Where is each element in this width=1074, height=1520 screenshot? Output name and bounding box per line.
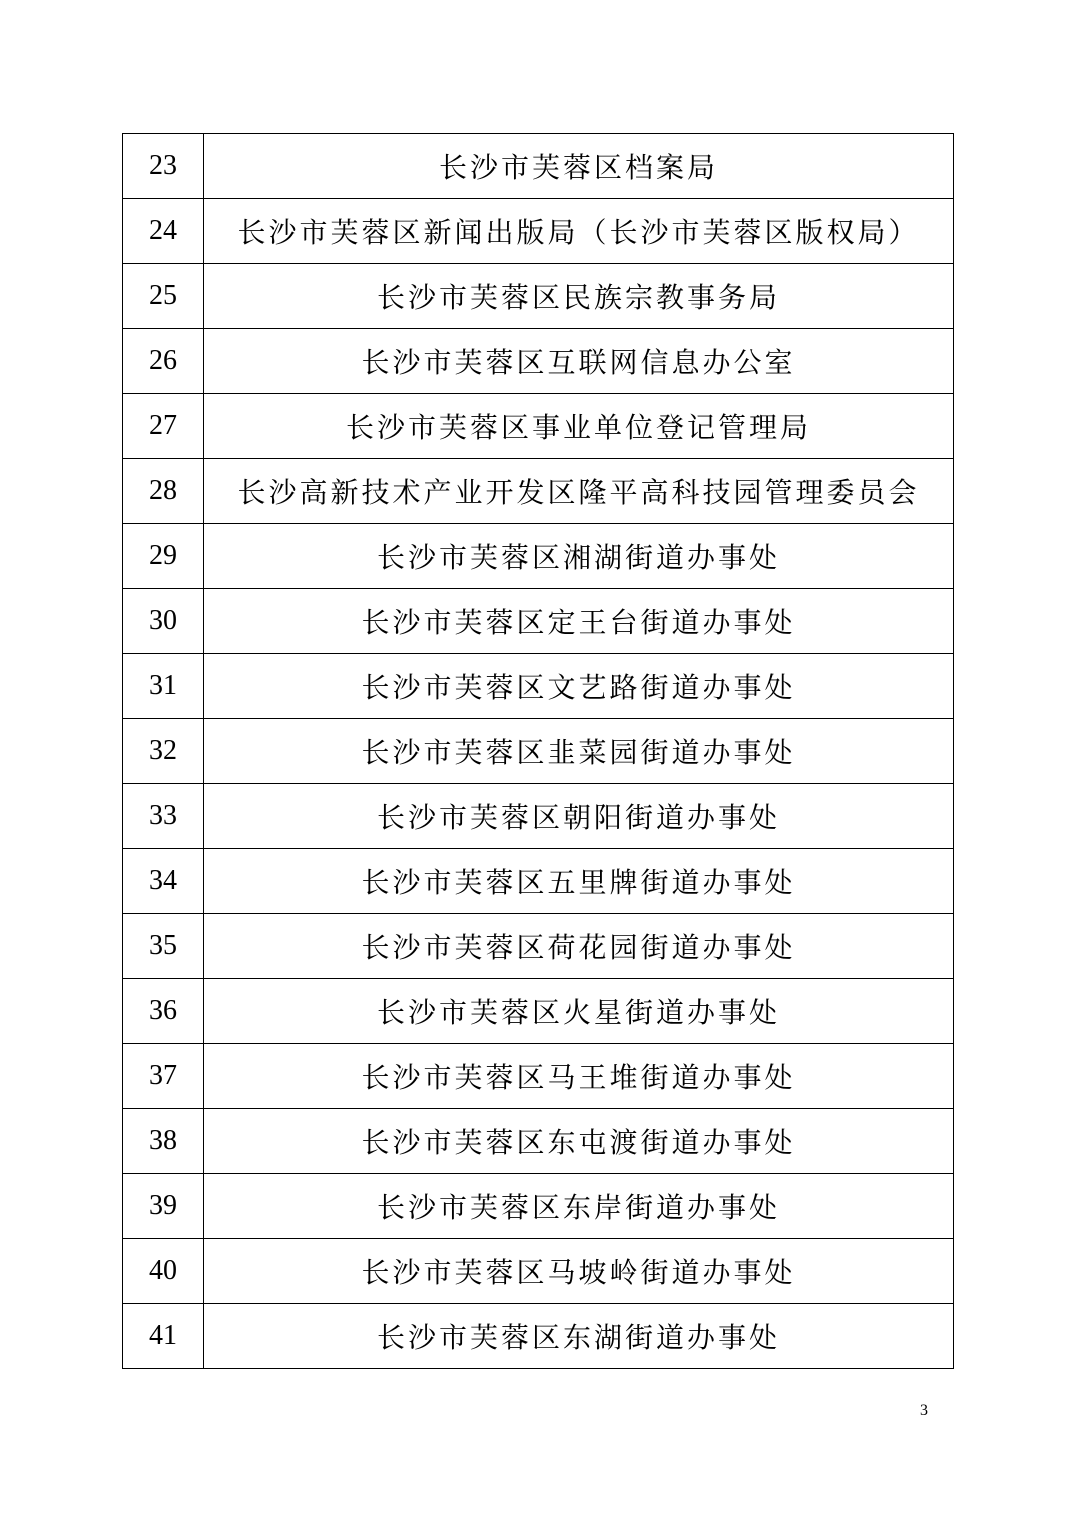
- row-number: 23: [123, 134, 204, 199]
- organization-name: 长沙市芙蓉区档案局: [204, 134, 954, 199]
- row-number: 33: [123, 784, 204, 849]
- row-number: 41: [123, 1304, 204, 1369]
- organization-name: 长沙市芙蓉区火星街道办事处: [204, 979, 954, 1044]
- table-row: [123, 524, 954, 589]
- organization-name: 长沙市芙蓉区五里牌街道办事处: [204, 849, 954, 914]
- row-number: 28: [123, 459, 204, 524]
- organization-name: 长沙市芙蓉区新闻出版局（长沙市芙蓉区版权局）: [204, 199, 954, 264]
- organization-name: 长沙市芙蓉区互联网信息办公室: [204, 329, 954, 394]
- organization-name: 长沙市芙蓉区韭菜园街道办事处: [204, 719, 954, 784]
- table-row: [123, 394, 954, 459]
- row-number: 26: [123, 329, 204, 394]
- table-row: [123, 1109, 954, 1174]
- organization-name: 长沙市芙蓉区文艺路街道办事处: [204, 654, 954, 719]
- table-row: [123, 1044, 954, 1109]
- row-number: 39: [123, 1174, 204, 1239]
- table-row: [123, 459, 954, 524]
- row-number: 29: [123, 524, 204, 589]
- table-row: [123, 199, 954, 264]
- organization-name: 长沙高新技术产业开发区隆平高科技园管理委员会: [204, 459, 954, 524]
- organization-name: 长沙市芙蓉区东屯渡街道办事处: [204, 1109, 954, 1174]
- page-number: 3: [920, 1402, 928, 1419]
- row-number: 30: [123, 589, 204, 654]
- organization-name: 长沙市芙蓉区朝阳街道办事处: [204, 784, 954, 849]
- table-row: [123, 1239, 954, 1304]
- table-body: [123, 134, 954, 1369]
- organization-name: 长沙市芙蓉区事业单位登记管理局: [204, 394, 954, 459]
- row-number: 35: [123, 914, 204, 979]
- row-number: 25: [123, 264, 204, 329]
- row-number: 27: [123, 394, 204, 459]
- row-number: 36: [123, 979, 204, 1044]
- organization-name: 长沙市芙蓉区民族宗教事务局: [204, 264, 954, 329]
- table-row: [123, 914, 954, 979]
- organization-name: 长沙市芙蓉区定王台街道办事处: [204, 589, 954, 654]
- table-row: [123, 1174, 954, 1239]
- organization-table: [122, 133, 954, 1369]
- row-number: 31: [123, 654, 204, 719]
- row-number: 40: [123, 1239, 204, 1304]
- table-row: [123, 849, 954, 914]
- table-row: [123, 719, 954, 784]
- table-row: [123, 134, 954, 199]
- table-row: [123, 589, 954, 654]
- table-row: [123, 264, 954, 329]
- organization-name: 长沙市芙蓉区湘湖街道办事处: [204, 524, 954, 589]
- table-row: [123, 979, 954, 1044]
- row-number: 34: [123, 849, 204, 914]
- table-row: [123, 784, 954, 849]
- organization-name: 长沙市芙蓉区东岸街道办事处: [204, 1174, 954, 1239]
- organization-name: 长沙市芙蓉区马王堆街道办事处: [204, 1044, 954, 1109]
- organization-name: 长沙市芙蓉区荷花园街道办事处: [204, 914, 954, 979]
- row-number: 32: [123, 719, 204, 784]
- table-row: [123, 1304, 954, 1369]
- row-number: 24: [123, 199, 204, 264]
- organization-name: 长沙市芙蓉区马坡岭街道办事处: [204, 1239, 954, 1304]
- table-row: [123, 329, 954, 394]
- row-number: 37: [123, 1044, 204, 1109]
- organization-name: 长沙市芙蓉区东湖街道办事处: [204, 1304, 954, 1369]
- row-number: 38: [123, 1109, 204, 1174]
- table-row: [123, 654, 954, 719]
